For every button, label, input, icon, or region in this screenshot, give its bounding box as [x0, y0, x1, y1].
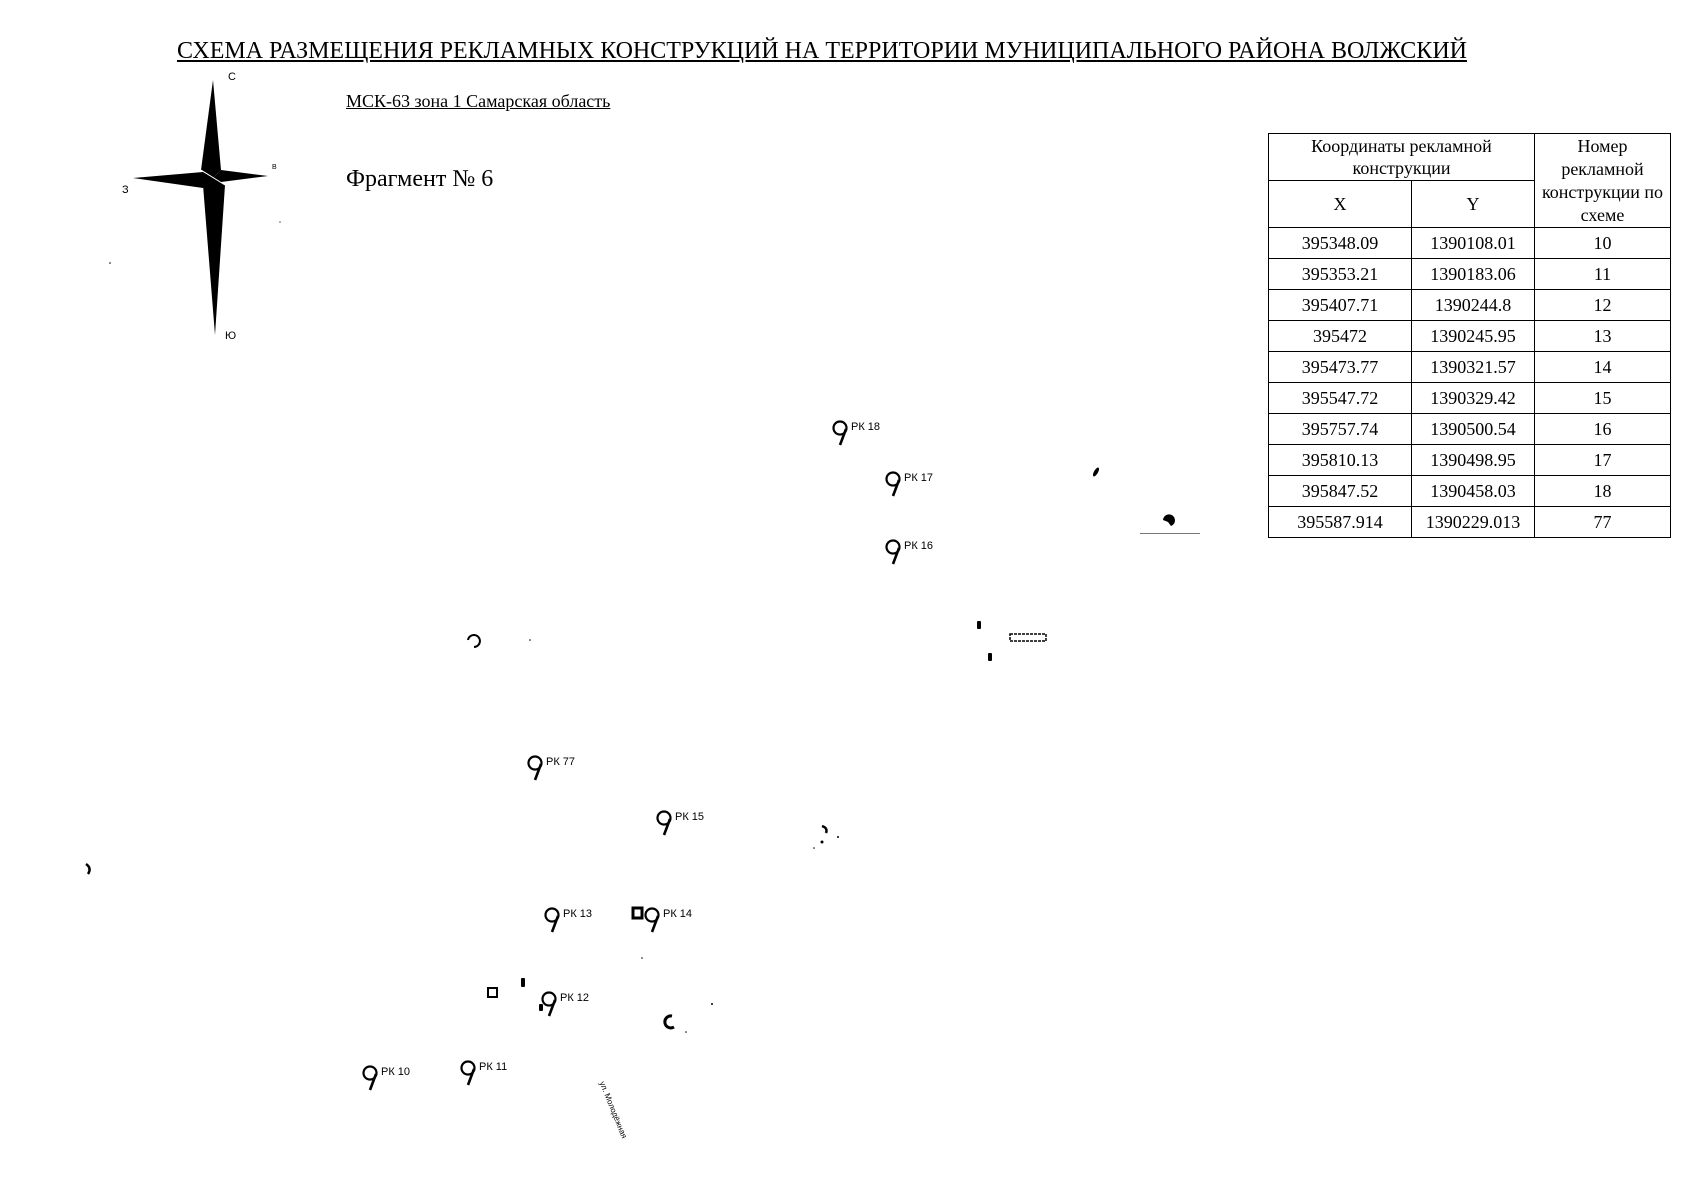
table-row: [1269, 228, 1671, 259]
number-cell: 18: [1535, 476, 1671, 507]
pin-icon: [543, 907, 561, 933]
marker-rk17[interactable]: [884, 471, 933, 497]
y-cell: 1390244.8: [1412, 290, 1535, 321]
marker-label: РК 18: [851, 421, 881, 433]
table-row: [1269, 507, 1671, 538]
compass-east-label: В: [272, 164, 277, 171]
marker-label: РК 17: [904, 472, 934, 484]
number-cell: 11: [1535, 259, 1671, 290]
y-cell: 1390500.54: [1412, 414, 1535, 445]
y-cell: 1390458.03: [1412, 476, 1535, 507]
street-label: ул. Молодёжная: [597, 1080, 629, 1140]
pin-icon: [884, 471, 902, 497]
marker-rk77[interactable]: [526, 755, 575, 781]
compass-north-label: С: [228, 71, 236, 83]
pin-icon: [884, 539, 902, 565]
marker-rk18[interactable]: [831, 420, 880, 446]
y-header: Y: [1412, 181, 1535, 228]
x-cell: 395810.13: [1269, 445, 1412, 476]
y-cell: 1390321.57: [1412, 352, 1535, 383]
y-cell: 1390329.42: [1412, 383, 1535, 414]
table-row: [1269, 445, 1671, 476]
x-cell: 395353.21: [1269, 259, 1412, 290]
y-cell: 1390229.013: [1412, 507, 1535, 538]
compass-south-label: Ю: [225, 330, 237, 342]
table-row: [1269, 259, 1671, 290]
y-cell: 1390108.01: [1412, 228, 1535, 259]
marker-label: РК 14: [663, 908, 693, 920]
number-cell: 77: [1535, 507, 1671, 538]
x-cell: 395547.72: [1269, 383, 1412, 414]
x-cell: 395472: [1269, 321, 1412, 352]
y-cell: 1390498.95: [1412, 445, 1535, 476]
marker-rk10[interactable]: [361, 1065, 410, 1091]
number-cell: 16: [1535, 414, 1671, 445]
marker-label: РК 77: [546, 756, 576, 768]
marker-label: РК 16: [904, 540, 934, 552]
table-row: [1269, 476, 1671, 507]
table-row: [1269, 383, 1671, 414]
marker-rk11[interactable]: [459, 1060, 507, 1086]
pin-icon: [526, 755, 544, 781]
marker-rk15[interactable]: [655, 810, 704, 836]
pin-icon: [540, 991, 558, 1017]
y-cell: 1390245.95: [1412, 321, 1535, 352]
marker-rk13[interactable]: [543, 907, 592, 933]
marker-label: РК 13: [563, 908, 593, 920]
x-cell: 395473.77: [1269, 352, 1412, 383]
pin-icon: [655, 810, 673, 836]
number-cell: 14: [1535, 352, 1671, 383]
marker-label: РК 10: [381, 1066, 411, 1078]
table-row: [1269, 414, 1671, 445]
marker-label: РК 12: [560, 992, 590, 1004]
table-row: [1269, 352, 1671, 383]
x-cell: 395847.52: [1269, 476, 1412, 507]
x-cell: 395587.914: [1269, 507, 1412, 538]
table-row: [1269, 321, 1671, 352]
compass-west-label: З: [122, 184, 129, 196]
x-cell: 395757.74: [1269, 414, 1412, 445]
marker-rk14[interactable]: [643, 907, 692, 933]
coordinates-table: [1268, 133, 1671, 538]
map-title: СХЕМА РАЗМЕЩЕНИЯ РЕКЛАМНЫХ КОНСТРУКЦИЙ НА ТЕРРИТОРИИ МУНИЦИПАЛЬНОГО РАЙОНА ВОЛЖСКИЙ: [177, 38, 1467, 64]
x-cell: 395348.09: [1269, 228, 1412, 259]
pin-icon: [459, 1060, 477, 1086]
pin-icon: [643, 907, 661, 933]
x-header: X: [1269, 181, 1412, 228]
number-cell: 15: [1535, 383, 1671, 414]
pin-icon: [831, 420, 849, 446]
pin-icon: [361, 1065, 379, 1091]
number-cell: 12: [1535, 290, 1671, 321]
number-cell: 17: [1535, 445, 1671, 476]
y-cell: 1390183.06: [1412, 259, 1535, 290]
marker-label: РК 11: [479, 1061, 508, 1073]
number-header: Номер рекламной конструкции по схеме: [1535, 134, 1671, 228]
marker-rk12[interactable]: [540, 991, 589, 1017]
number-cell: 13: [1535, 321, 1671, 352]
table-row: [1269, 290, 1671, 321]
x-cell: 395407.71: [1269, 290, 1412, 321]
marker-rk16[interactable]: [884, 539, 933, 565]
coordinate-system-label: МСК-63 зона 1 Самарская область: [346, 91, 611, 111]
number-cell: 10: [1535, 228, 1671, 259]
fragment-label: Фрагмент № 6: [346, 166, 494, 192]
coords-header: Координаты рекламной конструкции: [1269, 134, 1535, 181]
marker-label: РК 15: [675, 811, 705, 823]
